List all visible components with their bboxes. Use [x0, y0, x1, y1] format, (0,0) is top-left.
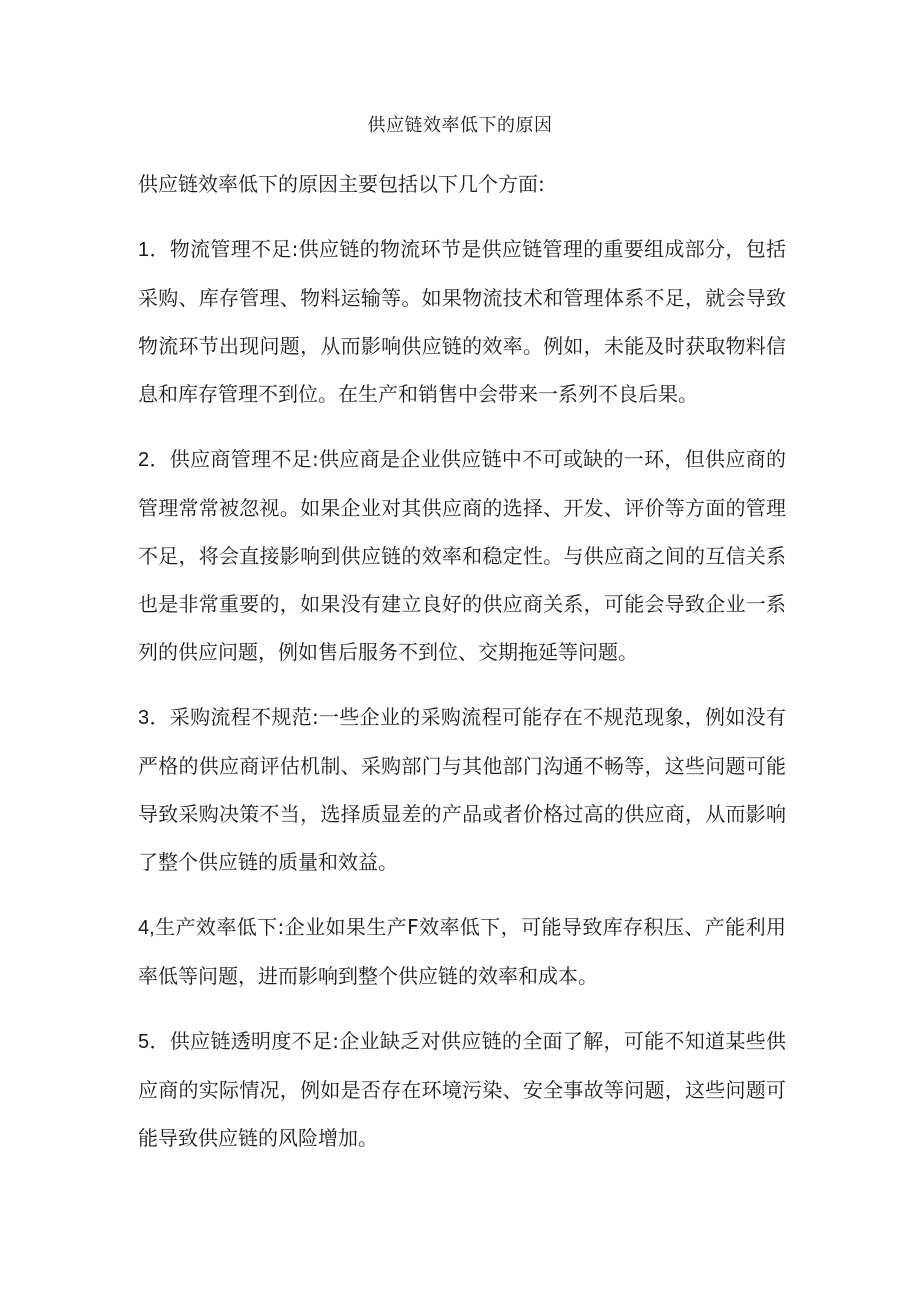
paragraph-text: 物流管理不足:供应链的物流环节是供应链管理的重要组成部分，包括采购、库存管理、物料运输等。如果物流技术和管理体系不足，就会导致物流环节出现问题，从而影响供应链的效率。例如，未能及时获取物料信息和库存管理不到位。在生产和销售中会带来一系列不良后果。 — [138, 237, 786, 406]
paragraph-text: 供应商管理不足:供应商是企业供应链中不可或缺的一环，但供应商的管理常常被忽视。如果企业对其供应商的选择、开发、评价等方面的管理不足，将会直接影响到供应链的效率和稳定性。与供应商之间的互信关系也是非常重要的，如果没有建立良好的供应商关系，可能会导致企业一系列的供应问题，例如售后服务不到位、交期拖延等问题。 — [138, 447, 786, 664]
paragraph-1 — [138, 225, 786, 418]
paragraph-4 — [138, 903, 786, 1000]
paragraph-text: 供应链透明度不足:企业缺乏对供应链的全面了解，可能不知道某些供应商的实际情况，例如是否存在环境污染、安全事故等问题，这些问题可能导致供应链的风险增加。 — [138, 1029, 786, 1150]
paragraph-3 — [138, 693, 786, 886]
intro-paragraph — [138, 160, 786, 208]
paragraph-number: 3． — [138, 707, 170, 729]
document-title: 供应链效率低下的原因 — [367, 115, 553, 136]
paragraph-5 — [138, 1017, 786, 1162]
paragraph-number: 1． — [138, 239, 170, 261]
paragraph-number: 5． — [138, 1031, 170, 1053]
paragraph-number: 2． — [138, 449, 170, 471]
paragraph-text: 生产效率低下:企业如果生产F效率低下，可能导致库存积压、产能利用率低等问题，进而影响到整个供应链的效率和成本。 — [138, 915, 786, 988]
paragraph-2 — [138, 435, 786, 676]
intro-text: 供应链效率低下的原因主要包括以下几个方面: — [138, 172, 545, 196]
paragraph-text: 采购流程不规范:一些企业的采购流程可能存在不规范现象，例如没有严格的供应商评估机制、采购部门与其他部门沟通不畅等，这些问题可能导致采购决策不当，选择质显差的产品或者价格过高的供应商，从而影响了整个供应链的质量和效益。 — [138, 705, 786, 874]
paragraph-number: 4, — [138, 917, 155, 939]
document-body — [138, 160, 786, 1179]
